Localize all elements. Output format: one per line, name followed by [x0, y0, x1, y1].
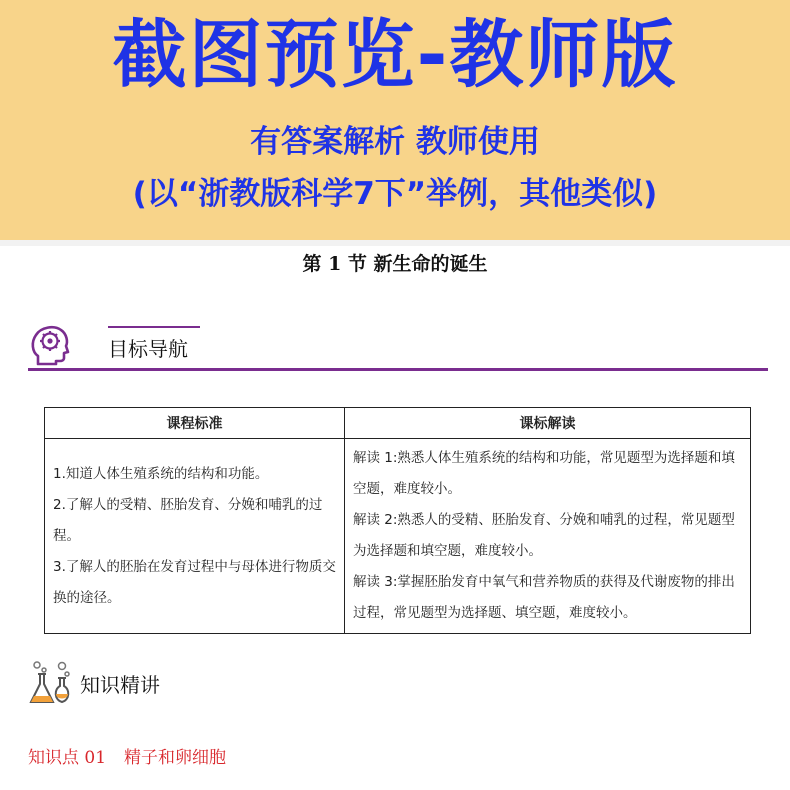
section-title: 第 1 节 新生命的诞生: [302, 253, 488, 275]
knowledge-section-header: [28, 660, 768, 710]
interpretation-item-2: 解读 2:熟悉人的受精、胚胎发育、分娩和哺乳的过程，常见题型为选择题和填空题，难度较小。: [353, 512, 735, 559]
standard-item-2: 2.了解人的受精、胚胎发育、分娩和哺乳的过程。: [53, 496, 323, 544]
table-header-interpretation: 课标解读: [345, 408, 751, 439]
banner-subtitle-answers: 有答案解析 教师使用: [250, 124, 540, 160]
interpretation-cell: [345, 439, 751, 634]
goal-section-label: 目标导航: [108, 337, 188, 361]
table-header-standard: 课程标准: [45, 408, 345, 439]
goal-section-header: [28, 322, 768, 372]
brain-gear-icon: [30, 324, 70, 366]
standard-item-3: 3.了解人的胚胎在发育过程中与母体进行物质交换的途径。: [53, 558, 336, 606]
curriculum-standards-table: [44, 407, 751, 634]
table-header-row: [45, 408, 751, 439]
knowledge-section-label: 知识精讲: [80, 673, 160, 697]
preview-banner: [0, 0, 790, 240]
lab-flask-icon: [28, 660, 76, 706]
table-row: [45, 439, 751, 634]
interpretation-item-1: 解读 1:熟悉人体生殖系统的结构和功能，常见题型为选择题和填空题，难度较小。: [353, 450, 735, 497]
interpretation-item-3: 解读 3:掌握胚胎发育中氧气和营养物质的获得及代谢废物的排出过程，常见题型为选择题、填空题，难度较小。: [353, 574, 735, 621]
goal-label-overline: [108, 326, 200, 328]
knowledge-point-title: 精子和卵细胞: [124, 748, 227, 768]
document-top-edge: [0, 240, 790, 246]
goal-section-divider: [28, 368, 768, 371]
banner-subtitle-example: (以“浙教版科学7下”举例，其他类似): [132, 176, 658, 212]
knowledge-point-code: 知识点 01: [28, 748, 107, 768]
knowledge-point-heading: [28, 744, 226, 772]
banner-title: 截图预览-教师版: [112, 12, 678, 98]
standard-item-1: 1.知道人体生殖系统的结构和功能。: [53, 465, 269, 482]
standards-cell: [45, 439, 345, 634]
